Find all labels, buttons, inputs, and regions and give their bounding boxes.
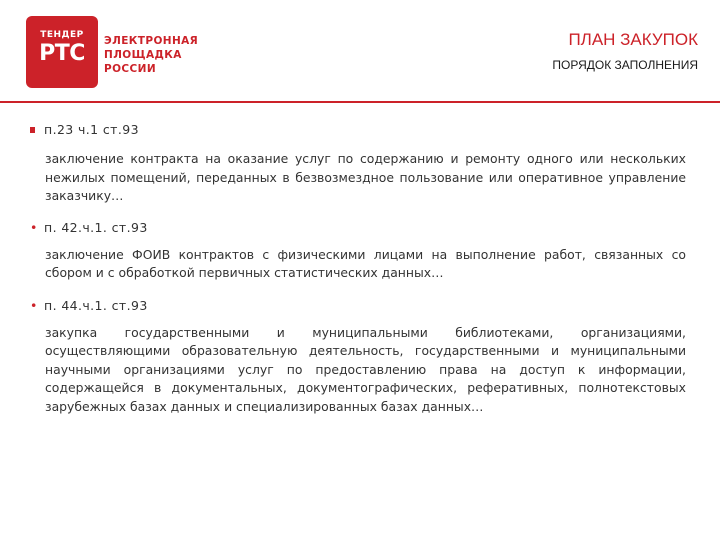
dot-bullet-icon: •: [30, 297, 38, 313]
item-heading-text: п. 44.ч.1. ст.93: [44, 297, 148, 313]
logo-rts-text: РТС: [39, 41, 85, 66]
logo-badge: [26, 16, 98, 88]
logo-line-2: ПЛОЩАДКА: [104, 49, 182, 61]
item-heading: [30, 298, 692, 313]
item-heading-text: п. 42.ч.1. ст.93: [44, 219, 148, 235]
logo-tender-text: ТЕНДЕР: [40, 30, 84, 40]
logo-line-3: РОССИИ: [104, 63, 157, 75]
item-heading: [30, 122, 692, 137]
square-bullet-icon: [30, 127, 35, 133]
content-list: [30, 122, 692, 416]
header-divider: [0, 101, 720, 103]
item-body-text: заключение ФОИВ контрактов с физическими лицами на выполнение работ, связанных со сбором и с обработкой первичных статистических данных…: [45, 246, 686, 280]
logo-line-1: ЭЛЕКТРОННАЯ: [104, 35, 199, 47]
item-body-text: закупка государственными и муниципальными библиотеками, организациями, осуществляющими образовательную деятельность, государственными и муниципальными научными организациями услуг по предоставлению права на доступ к информации, содержащейся в документальных, документографических, реферативных, полнотекстовых зарубежных базах данных и специализированных базах данных…: [45, 324, 686, 414]
item-heading: [30, 220, 692, 235]
item-heading-text: п.23 ч.1 ст.93: [44, 122, 139, 137]
list-item: [30, 122, 692, 206]
page-subtitle: ПОРЯДОК ЗАПОЛНЕНИЯ: [552, 58, 698, 72]
item-body-text: заключение контракта на оказание услуг по содержанию и ремонту одного или нескольких нежилых помещений, переданных в безвозмездное пользование или оперативное управление заказчику…: [45, 151, 686, 203]
logo-wordmark: [104, 34, 198, 76]
list-item: [30, 220, 692, 283]
page-title: ПЛАН ЗАКУПОК: [568, 30, 698, 49]
list-item: [30, 298, 692, 417]
dot-bullet-icon: •: [30, 219, 38, 235]
